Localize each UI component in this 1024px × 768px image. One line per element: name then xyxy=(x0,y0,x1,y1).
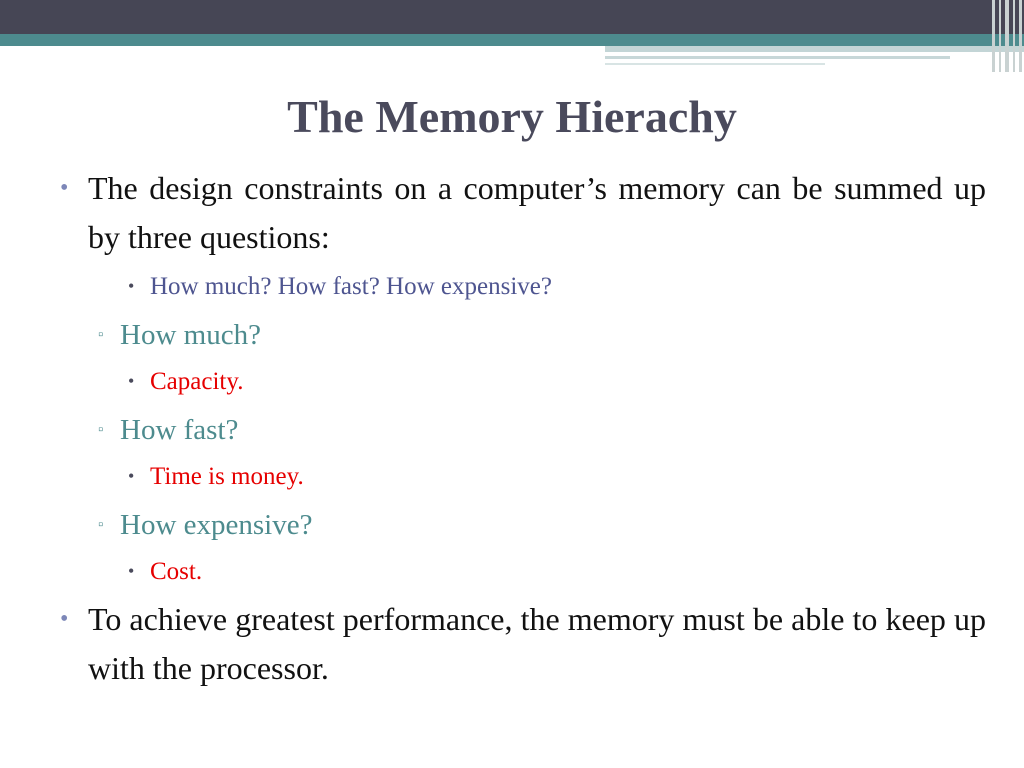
bullet-icon: • xyxy=(60,606,69,632)
slide-accent-band xyxy=(0,34,1024,46)
list-item-text: To achieve greatest performance, the memory must be able to keep up with the processor. xyxy=(88,601,986,686)
list-item-text: How much? How fast? How expensive? xyxy=(150,273,552,300)
decorative-vertical-bars xyxy=(990,0,1024,72)
bullet-icon: • xyxy=(60,175,69,201)
list-item-text: How expensive? xyxy=(120,509,313,541)
bullet-icon: • xyxy=(128,371,135,391)
decorative-rule xyxy=(605,46,1024,52)
decorative-rule xyxy=(605,56,950,59)
bullet-icon: • xyxy=(128,276,135,296)
list-item xyxy=(60,263,986,310)
decorative-rule xyxy=(605,63,825,65)
list-item-text: Capacity. xyxy=(150,368,244,395)
list-item-text: Cost. xyxy=(150,558,203,585)
list-item-text: How fast? xyxy=(120,414,239,446)
slide-body xyxy=(60,164,986,694)
slide-header-band xyxy=(0,0,1024,34)
list-item xyxy=(60,595,986,693)
list-item xyxy=(60,502,986,548)
square-bullet-icon: ▫ xyxy=(98,422,104,438)
bullet-icon: • xyxy=(128,466,135,486)
list-item-text: The design constraints on a computer’s memory can be summed up by three questions: xyxy=(88,170,986,255)
list-item-text: How much? xyxy=(120,319,261,351)
square-bullet-icon: ▫ xyxy=(98,517,104,533)
list-item xyxy=(60,548,986,595)
slide-title: The Memory Hierachy xyxy=(287,91,737,142)
list-item xyxy=(60,358,986,405)
list-item xyxy=(60,453,986,500)
bullet-icon: • xyxy=(128,561,135,581)
square-bullet-icon: ▫ xyxy=(98,327,104,343)
list-item xyxy=(60,407,986,453)
list-item xyxy=(60,312,986,358)
list-item xyxy=(60,164,986,262)
list-item-text: Time is money. xyxy=(150,463,304,490)
